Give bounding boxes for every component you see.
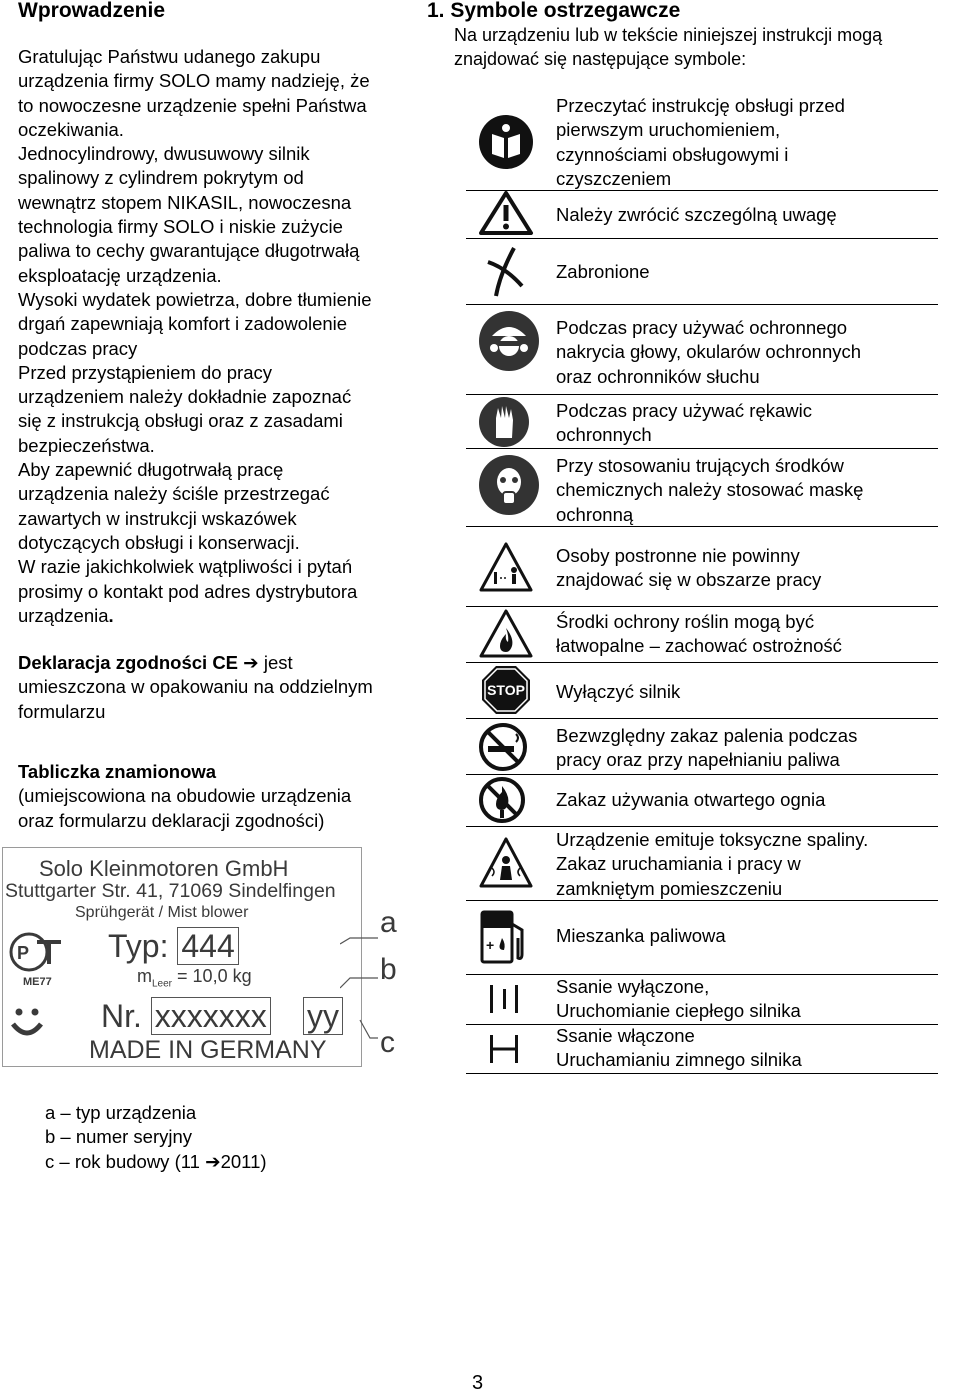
symbol-row-toxic-exhaust: Urządzenie emituje toksyczne spaliny. Zakaz uruchamiania i pracy w zamkniętym pomieszczeniu <box>466 826 938 901</box>
intro-p4: Przed przystąpieniem do pracy urządzeniem należy dokładnie zapoznać się z instrukcją obsługi oraz z zasadami bezpieczeństwa. <box>18 361 352 456</box>
gloves-icon <box>478 396 530 448</box>
respirator-mask-icon <box>478 454 540 516</box>
arrow-icon: ➔ <box>243 652 259 673</box>
choke-on-icon <box>484 1032 524 1066</box>
intro-heading: Wprowadzenie <box>18 0 166 22</box>
no-open-flame-icon <box>478 776 526 824</box>
nameplate-letter-a: a <box>380 906 397 939</box>
page-number: 3 <box>472 1372 484 1394</box>
symbol-row-no-smoking: Bezwzględny zakaz palenia podczas pracy oraz przy napełnianiu paliwa <box>466 718 938 775</box>
nameplate-type: Typ: 444 <box>108 928 239 965</box>
warning-triangle-icon <box>478 190 534 236</box>
symbol-row-forbidden: Zabronione <box>466 238 938 305</box>
symbol-row-fuel-mixture: + Mieszanka paliwowa <box>466 900 938 975</box>
symbol-row-choke-off: Ssanie wyłączone, Uruchomianie ciepłego silnika <box>466 974 938 1025</box>
choke-off-icon <box>484 982 524 1016</box>
nameplate-address: Stuttgarter Str. 41, 71069 Sindelfingen <box>5 880 336 902</box>
bystanders-keep-away-icon <box>478 540 534 596</box>
toxic-exhaust-icon <box>478 836 534 892</box>
intro-p3: Wysoki wydatek powietrza, dobre tłumienie drgań zapewniają komfort i zadowolenie podczas pracy <box>18 288 372 359</box>
nameplate-heading: Tabliczka znamionowa <box>18 761 217 782</box>
flammable-icon <box>478 608 534 660</box>
symbol-row-warning: Należy zwrócić szczególną uwagę <box>466 190 938 239</box>
nameplate-serial: Nr. xxxxxxx <box>101 998 271 1035</box>
symbol-row-no-open-flame: Zakaz używania otwartego ognia <box>466 774 938 827</box>
nameplate-section: Tabliczka znamionowa (umiejscowiona na obudowie urządzenia oraz formularzu deklaracji zgodności) <box>18 760 448 833</box>
svg-text:+: + <box>486 937 495 953</box>
head-protection-icon <box>478 310 540 372</box>
declaration-title: Deklaracja zgodności CE <box>18 652 239 673</box>
pct-certification-icon <box>7 930 63 974</box>
no-smoking-icon <box>478 722 528 772</box>
nameplate-me-code: ME77 <box>23 976 52 988</box>
nameplate-product: Sprühgerät / Mist blower <box>75 904 249 921</box>
nameplate-image <box>2 847 362 1067</box>
nameplate-letter-b: b <box>380 953 397 986</box>
intro-p1: Gratulując Państwu udanego zakupu urządzenia firmy SOLO mamy nadzieję, że to nowoczesne urządzenie spełni Państwa oczekiwania. <box>18 46 370 140</box>
intro-p5: Aby zapewnić długotrwałą pracę urządzenia należy ściśle przestrzegać zawartych w instrukcji wskazówek dotyczących obsługi i konserwacji. <box>18 459 330 553</box>
svg-text:P: P <box>17 943 30 963</box>
symbol-row-flammable: Środki ochrony roślin mogą być łatwopalne – zachować ostrożność <box>466 606 938 663</box>
nameplate-letter-c: c <box>380 1026 395 1059</box>
symbol-row-respirator: Przy stosowaniu trujących środków chemicznych należy stosować maskę ochronną <box>466 448 938 527</box>
nameplate-legend: a – typ urządzenia b – numer seryjny c – rok budowy (11 ➔2011) <box>45 1102 267 1172</box>
symbol-row-gloves: Podczas pracy używać rękawic ochronnych <box>466 394 938 449</box>
intro-text <box>18 45 438 628</box>
nameplate-weight: $m_{Leer} = 10,0$ kg <box>137 966 252 990</box>
fuel-mixture-icon <box>478 908 530 966</box>
intro-p6: W razie jakichkolwiek wątpliwości i pytań prosimy o kontakt pod adres dystrybutora urządzenia. <box>18 556 358 626</box>
symbols-intro: Na urządzeniu lub w tekście niniejszej instrukcji mogą znajdować się następujące symbole: <box>454 25 883 69</box>
symbol-row-choke-on: Ssanie włączone Uruchamianiu zimnego silnika <box>466 1024 938 1074</box>
stop-icon <box>478 664 534 716</box>
nameplate-year: yy <box>303 998 343 1035</box>
declaration: Deklaracja zgodności CE ➔ jest umieszczona w opakowaniu na oddzielnym formularzu <box>18 652 373 722</box>
nameplate-company: Solo Kleinmotoren GmbH <box>39 856 289 881</box>
intro-p2: Jednocylindrowy, dwusuwowy silnik spalinowy z cylindrem pokrytym od wewnątrz stopem NIKASIL, nowoczesna technologia firmy SOLO i niskie zużycie paliwa to cechy gwarantujące długotrwałą eksploatację urządzenia. <box>18 143 360 286</box>
symbol-row-stop: STOP Wyłączyć silnik <box>466 662 938 719</box>
nameplate-made-in: MADE IN GERMANY <box>89 1036 327 1064</box>
read-manual-icon <box>478 114 534 170</box>
symbol-row-head-protection: Podczas pracy używać ochronnego nakrycia głowy, okularów ochronnych oraz ochronników słuchu <box>466 304 938 395</box>
symbol-row-bystanders: Osoby postronne nie powinny znajdować się w obszarze pracy <box>466 526 938 607</box>
symbols-heading: 1. Symbole ostrzegawcze <box>427 0 681 22</box>
svg-text:STOP: STOP <box>487 682 525 698</box>
forbidden-icon <box>478 244 534 300</box>
symbol-row-read-manual: Przeczytać instrukcję obsługi przed pierwszym uruchomieniem, czynnościami obsługowymi i czyszczeniem <box>466 92 938 191</box>
eac-mark-icon <box>7 998 47 1048</box>
